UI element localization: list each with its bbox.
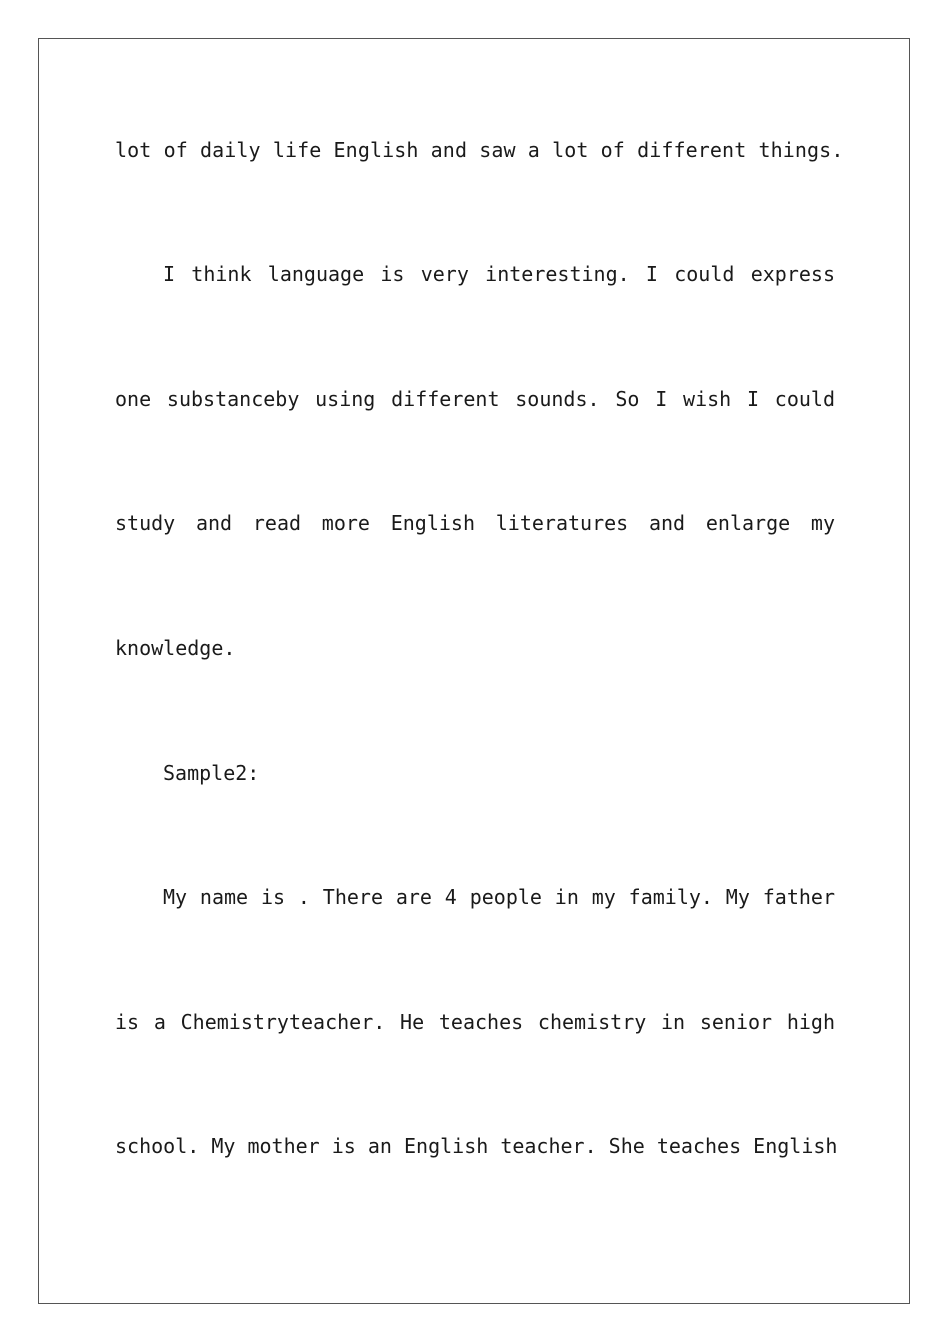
text-line-7: My name is . There are 4 people in my family. My father — [163, 885, 835, 909]
text-line-1: lot of daily life English and saw a lot of different things. — [115, 138, 844, 162]
sample-heading: Sample2: — [163, 761, 260, 785]
text-line-5: knowledge. — [115, 636, 236, 660]
text-line-2: I think language is very interesting. I could express — [163, 262, 835, 286]
text-line-8: is a Chemistryteacher. He teaches chemistry in senior high — [115, 1010, 835, 1034]
text-line-9: school. My mother is an English teacher. She teaches English — [115, 1134, 838, 1158]
text-line-3: one substanceby using different sounds. So I wish I could — [115, 387, 835, 411]
page-border — [38, 38, 910, 1304]
text-line-4: study and read more English literatures and enlarge my — [115, 511, 835, 535]
